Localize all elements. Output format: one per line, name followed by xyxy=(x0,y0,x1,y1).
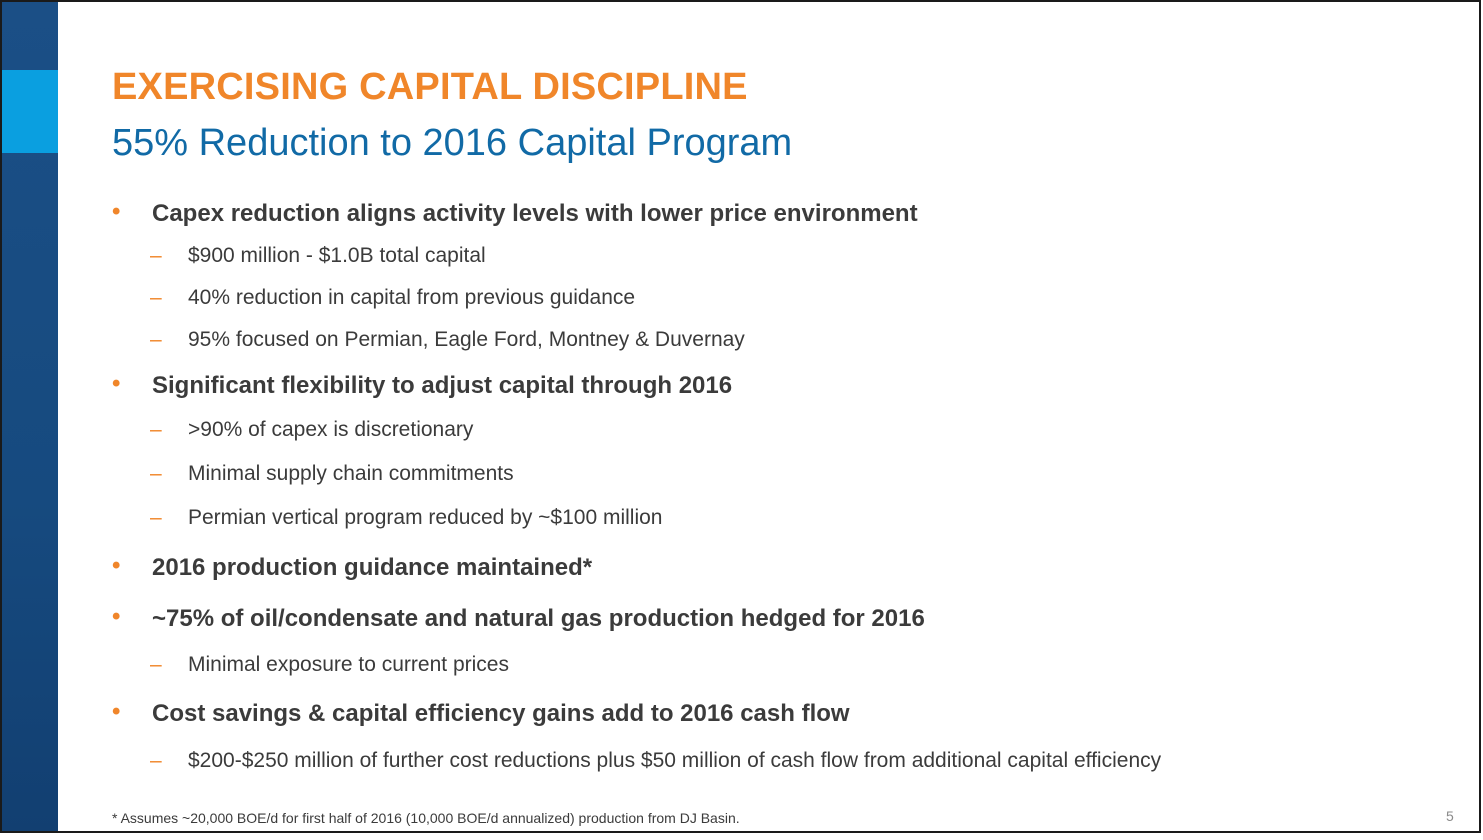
sub-bullet-mark: – xyxy=(150,653,162,676)
bullet-text: ~75% of oil/condensate and natural gas production hedged for 2016 xyxy=(152,605,925,632)
slide-title: EXERCISING CAPITAL DISCIPLINE xyxy=(112,66,748,108)
footnote: * Assumes ~20,000 BOE/d for first half of 2016 (10,000 BOE/d annualized) production from DJ Basin. xyxy=(112,810,740,826)
sub-bullet-mark: – xyxy=(150,328,162,351)
bullet-mark: • xyxy=(112,370,121,397)
sub-bullet-text: Minimal exposure to current prices xyxy=(188,653,509,676)
bullet-text: Capex reduction aligns activity levels with lower price environment xyxy=(152,200,918,227)
bullet-mark: • xyxy=(112,552,121,579)
sub-bullet-mark: – xyxy=(150,418,162,441)
slide-subtitle: 55% Reduction to 2016 Capital Program xyxy=(112,122,793,164)
sub-bullet-mark: – xyxy=(150,462,162,485)
bullet-mark: • xyxy=(112,603,121,630)
sub-bullet-text: Permian vertical program reduced by ~$100 million xyxy=(188,506,663,529)
sub-bullet-text: >90% of capex is discretionary xyxy=(188,418,474,441)
sub-bullet-text: Minimal supply chain commitments xyxy=(188,462,514,485)
sub-bullet-mark: – xyxy=(150,749,162,772)
sub-bullet-text: 40% reduction in capital from previous guidance xyxy=(188,286,636,309)
bullet-mark: • xyxy=(112,198,121,225)
sub-bullet-mark: – xyxy=(150,506,162,529)
page-number: 5 xyxy=(1446,808,1454,824)
bullet-mark: • xyxy=(112,698,121,725)
bullet-text: 2016 production guidance maintained* xyxy=(152,554,593,581)
sub-bullet-mark: – xyxy=(150,244,162,267)
bullet-text: Cost savings & capital efficiency gains add to 2016 cash flow xyxy=(152,700,850,727)
sub-bullet-text: $200-$250 million of further cost reductions plus $50 million of cash flow from additional capital efficiency xyxy=(188,749,1162,772)
sidebar-accent-block xyxy=(2,70,58,153)
bullet-text: Significant flexibility to adjust capital through 2016 xyxy=(152,372,733,399)
sub-bullet-text: 95% focused on Permian, Eagle Ford, Montney & Duvernay xyxy=(188,328,745,351)
sub-bullet-text: $900 million - $1.0B total capital xyxy=(188,244,486,267)
sub-bullet-mark: – xyxy=(150,286,162,309)
